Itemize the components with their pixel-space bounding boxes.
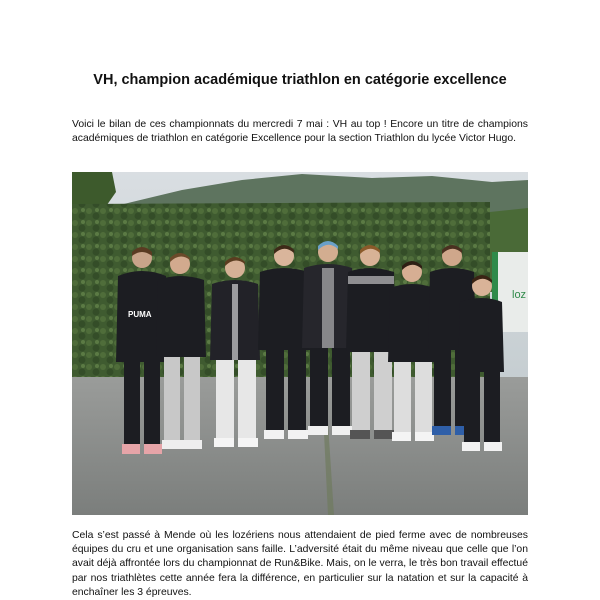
intro-paragraph: Voici le bilan de ces championnats du mercredi 7 mai : VH au top ! Encore un titre de champions académiques de triathlon en catégorie Excellence pour la section Triathlon du lycée Victor Hugo. <box>72 119 528 145</box>
banner-text: loz <box>512 289 527 301</box>
body-paragraph: Cela s’est passé à Mende où les lozériens nous attendaient de pied ferme avec de nombreuses équipes du cru et une organisation sans faille. L’adversité était du même niveau que celle que l’on avait déjà affrontée lors du championnat de Run&Bike. Mais, on le verra, le très bon travail effectué par nos triathlètes cette année fera la différence, en particulier sur la natation et sur la capacité à enchaîner les 3 épreuves. <box>72 530 528 598</box>
document-title: VH, champion académique triathlon en catégorie excellence <box>93 72 507 88</box>
puma-logo-text: PUMA <box>128 310 152 319</box>
group-photo <box>72 172 528 515</box>
